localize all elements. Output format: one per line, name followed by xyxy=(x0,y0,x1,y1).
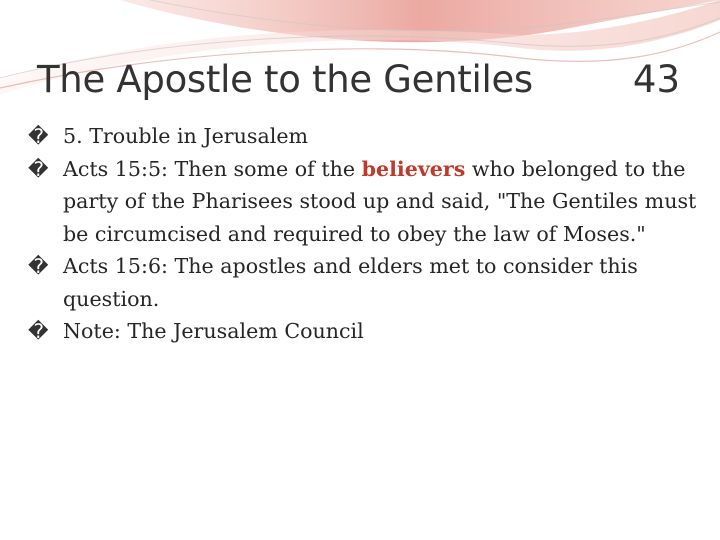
bullet-marker-icon: � xyxy=(28,156,49,181)
bullet-marker-icon: � xyxy=(28,319,49,343)
bullet-item xyxy=(28,315,698,348)
bullet-text: 5. Trouble in Jerusalem xyxy=(63,124,309,148)
bullet-text: Note: The Jerusalem Council xyxy=(63,319,364,343)
slide-body xyxy=(28,120,698,348)
slide-title: The Apostle to the Gentiles xyxy=(37,58,533,101)
bullet-marker-icon: � xyxy=(28,254,49,278)
bullet-item xyxy=(28,120,698,153)
slide-number: 43 xyxy=(632,58,680,101)
highlighted-word: believers xyxy=(361,156,466,181)
bullet-text: Acts 15:6: The apostles and elders met to consider this question. xyxy=(63,254,638,311)
title-row xyxy=(0,58,720,118)
bullet-marker-icon: � xyxy=(28,124,49,148)
bullet-item xyxy=(28,153,698,251)
bullet-text: Acts 15:5: Then some of the xyxy=(63,156,362,181)
bullet-item xyxy=(28,250,698,315)
bullet-text-continued: who belonged to the party of the Pharisees stood up and said, "The Gentiles must be circumcised and required to obey the law of Moses." xyxy=(63,156,697,246)
